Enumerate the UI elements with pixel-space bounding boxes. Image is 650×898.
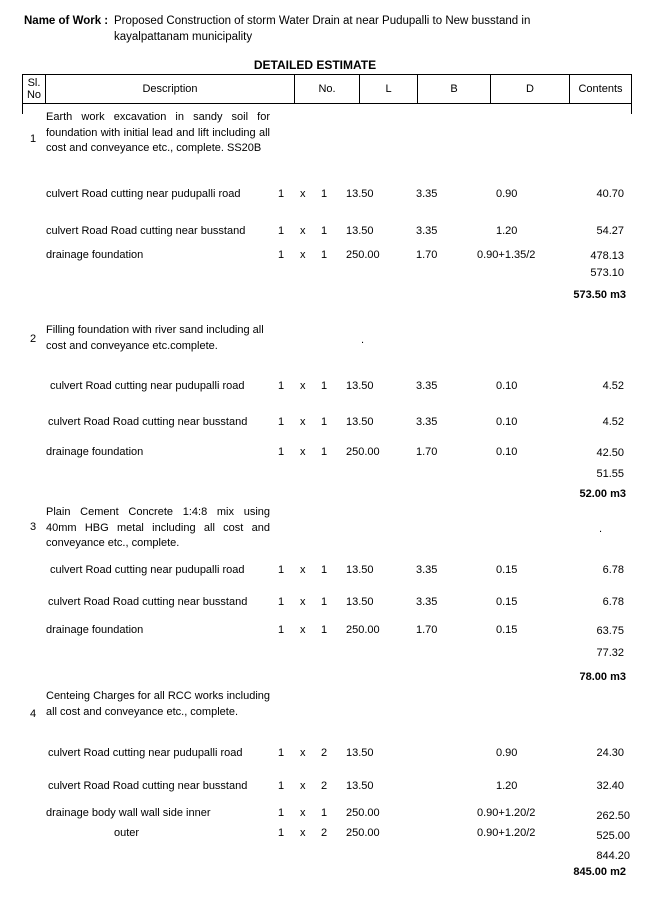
row-d: 0.15 [496, 596, 518, 608]
row-no-1: 1 [278, 780, 285, 792]
row-x: x [300, 596, 306, 608]
row-no-1: 1 [278, 446, 285, 458]
row-no-1: 1 [278, 564, 285, 576]
row-d: 0.90+1.20/2 [477, 827, 536, 839]
row-x: x [300, 780, 306, 792]
row-no-1: 1 [278, 416, 285, 428]
row-no-2: 1 [321, 225, 328, 237]
col-sl [23, 75, 46, 103]
row-no-2: 1 [321, 596, 328, 608]
row-d: 0.90+1.20/2 [477, 807, 536, 819]
row-x: x [300, 747, 306, 759]
row-contents: 24.30 [596, 747, 624, 759]
col-sl-label-2: No [26, 89, 42, 101]
row-d: 0.10 [496, 416, 518, 428]
row-d: 1.20 [496, 780, 518, 792]
row-d: 0.15 [496, 624, 518, 636]
row-no-1: 1 [278, 807, 285, 819]
col-sl-label-1: Sl. [27, 77, 41, 89]
row-no-2: 1 [321, 188, 328, 200]
table-left-border [22, 104, 23, 114]
row-contents: 525.00 [596, 830, 630, 842]
item-2-sl: 2 [30, 333, 37, 345]
row-no-2: 1 [321, 564, 328, 576]
item-4-sl: 4 [30, 708, 37, 720]
item-3-subtotal: 77.32 [596, 647, 624, 659]
item-2-description: Filling foundation with river sand including all cost and conveyance etc.complete. [46, 324, 264, 352]
row-no-2: 2 [321, 747, 328, 759]
table-header [22, 74, 632, 104]
row-no-2: 1 [321, 380, 328, 392]
row-b: 3.35 [416, 188, 438, 200]
row-no-2: 1 [321, 249, 328, 261]
row-desc: drainage foundation [46, 624, 144, 636]
row-no-1: 1 [278, 624, 285, 636]
item-2-subtotal: 51.55 [596, 468, 624, 480]
row-x: x [300, 624, 306, 636]
row-d: 0.10 [496, 446, 518, 458]
row-b: 1.70 [416, 446, 438, 458]
item-4-total: 845.00 m2 [573, 866, 626, 878]
row-l: 250.00 [346, 249, 380, 261]
row-d: 0.90 [496, 188, 518, 200]
row-x: x [300, 225, 306, 237]
col-description: Description [46, 75, 295, 103]
row-contents: 40.70 [596, 188, 624, 200]
row-l: 13.50 [346, 225, 374, 237]
item-1-description: Earth work excavation in sandy soil for foundation with initial lead and lift including all cost and conveyance etc., complete. SS20B [46, 111, 270, 154]
row-l: 13.50 [346, 564, 374, 576]
row-desc: drainage body wall wall side inner [46, 807, 211, 819]
col-l: L [360, 75, 418, 103]
col-d: D [491, 75, 570, 103]
row-x: x [300, 416, 306, 428]
item-4-description: Centeing Charges for all RCC works including all cost and conveyance etc., complete. [46, 690, 270, 718]
row-no-2: 2 [321, 827, 328, 839]
row-contents: 63.75 [596, 625, 624, 637]
row-d: 0.90+1.35/2 [477, 249, 536, 261]
row-l: 250.00 [346, 827, 380, 839]
row-l: 13.50 [346, 596, 374, 608]
row-x: x [300, 827, 306, 839]
row-x: x [300, 249, 306, 261]
row-x: x [300, 807, 306, 819]
row-b: 1.70 [416, 249, 438, 261]
row-desc: culvert Road Road cutting near busstand [48, 416, 248, 428]
item-1-sl: 1 [30, 133, 37, 145]
row-no-1: 1 [278, 249, 285, 261]
row-desc: culvert Road Road cutting near busstand [48, 596, 248, 608]
row-no-2: 1 [321, 446, 328, 458]
row-b: 1.70 [416, 624, 438, 636]
row-l: 250.00 [346, 807, 380, 819]
row-b: 3.35 [416, 596, 438, 608]
row-l: 13.50 [346, 747, 374, 759]
row-no-1: 1 [278, 188, 285, 200]
row-b: 3.35 [416, 225, 438, 237]
row-desc: culvert Road cutting near pudupalli road [50, 380, 245, 392]
row-contents: 54.27 [596, 225, 624, 237]
row-d: 0.15 [496, 564, 518, 576]
item-3-total: 78.00 m3 [579, 671, 626, 683]
row-desc: culvert Road cutting near pudupalli road [46, 188, 241, 200]
item-2-stray-mark: . [361, 334, 365, 346]
row-contents: 4.52 [602, 380, 624, 392]
row-l: 13.50 [346, 780, 374, 792]
row-contents: 32.40 [596, 780, 624, 792]
row-contents: 4.52 [602, 416, 624, 428]
row-contents: 6.78 [602, 596, 624, 608]
col-b: B [418, 75, 491, 103]
row-desc: outer [114, 827, 140, 839]
row-no-2: 2 [321, 780, 328, 792]
row-b: 3.35 [416, 564, 438, 576]
row-no-1: 1 [278, 225, 285, 237]
item-4-subtotal: 844.20 [596, 850, 630, 862]
row-no-1: 1 [278, 380, 285, 392]
row-desc: culvert Road Road cutting near busstand [48, 780, 248, 792]
row-d: 0.90 [496, 747, 518, 759]
row-no-1: 1 [278, 596, 285, 608]
row-l: 250.00 [346, 624, 380, 636]
item-1-subtotal: 573.10 [590, 267, 624, 279]
page-title: DETAILED ESTIMATE [253, 58, 377, 72]
col-no: No. [295, 75, 360, 103]
row-desc: culvert Road cutting near pudupalli road [50, 564, 245, 576]
row-no-1: 1 [278, 827, 285, 839]
name-of-work-label: Name of Work : [24, 15, 109, 27]
item-3-description: Plain Cement Concrete 1:4:8 mix using 40mm HBG metal including all cost and conveyance etc., complete. [46, 506, 270, 549]
name-of-work-line-1: Proposed Construction of storm Water Drain at near Pudupalli to New busstand in [114, 15, 531, 27]
row-contents: 6.78 [602, 564, 624, 576]
row-desc: culvert Road cutting near pudupalli road [48, 747, 243, 759]
row-desc: drainage foundation [46, 446, 144, 458]
item-3-sl: 3 [30, 521, 37, 533]
row-no-2: 1 [321, 807, 328, 819]
row-d: 0.10 [496, 380, 518, 392]
row-x: x [300, 564, 306, 576]
row-x: x [300, 446, 306, 458]
item-2-total: 52.00 m3 [579, 488, 626, 500]
row-contents: 42.50 [596, 447, 624, 459]
row-no-2: 1 [321, 416, 328, 428]
row-x: x [300, 188, 306, 200]
row-no-2: 1 [321, 624, 328, 636]
row-desc: drainage foundation [46, 249, 144, 261]
name-of-work-line-2: kayalpattanam municipality [114, 31, 253, 43]
row-d: 1.20 [496, 225, 518, 237]
row-b: 3.35 [416, 416, 438, 428]
row-desc: culvert Road Road cutting near busstand [46, 225, 246, 237]
row-l: 13.50 [346, 188, 374, 200]
row-x: x [300, 380, 306, 392]
row-b: 3.35 [416, 380, 438, 392]
item-1-total: 573.50 m3 [573, 289, 626, 301]
row-l: 13.50 [346, 416, 374, 428]
row-l: 13.50 [346, 380, 374, 392]
item-3-stray-mark: . [599, 523, 603, 535]
row-no-1: 1 [278, 747, 285, 759]
row-contents: 262.50 [596, 810, 630, 822]
col-contents: Contents [578, 83, 623, 95]
table-right-border [631, 104, 632, 114]
row-l: 250.00 [346, 446, 380, 458]
row-contents: 478.13 [590, 250, 624, 262]
